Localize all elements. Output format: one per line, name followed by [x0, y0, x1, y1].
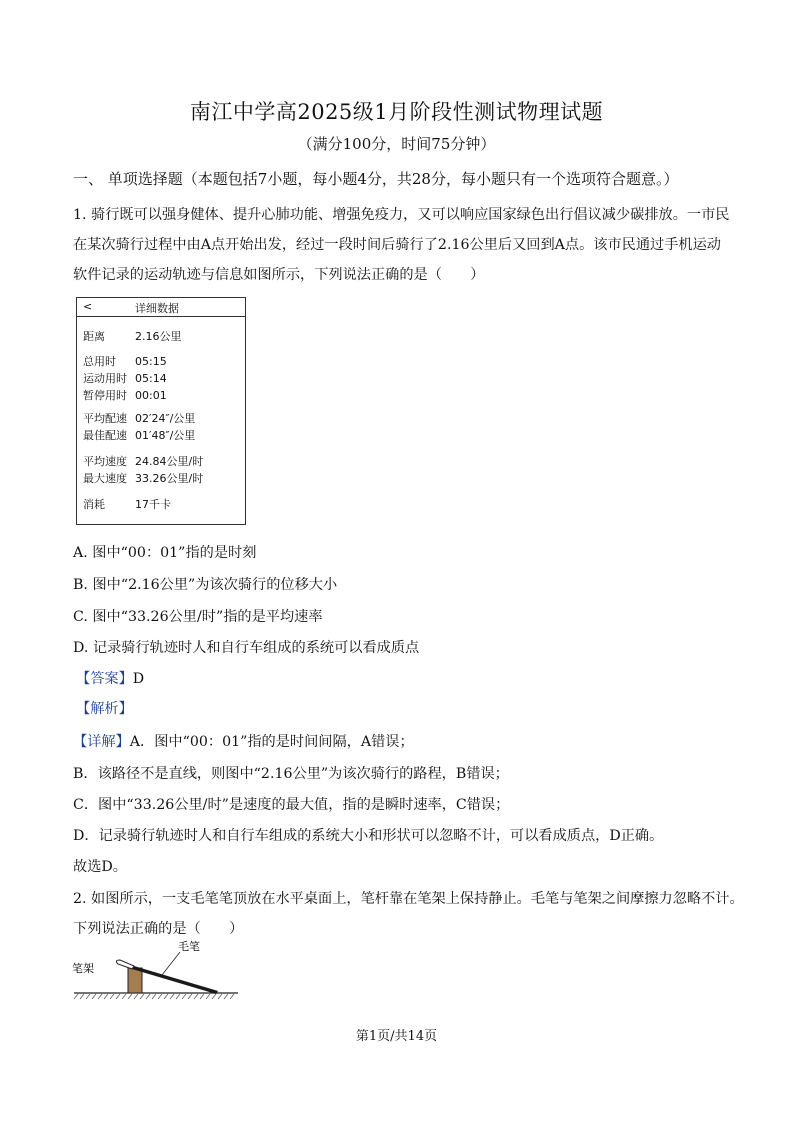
q1-detail-b: B．该路径不是直线，则图中“2.16公里”为该次骑行的路程，B错误； [73, 766, 509, 782]
brush-label-leader [162, 952, 180, 975]
data-row-best-pace: 最佳配速 01′48″/公里 [83, 429, 196, 442]
brush-label: 毛笔 [178, 941, 200, 953]
data-row-max-speed: 最大速度 33.26公里/时 [83, 472, 204, 485]
ride-data-header [77, 298, 245, 317]
pen-stand-block [128, 968, 142, 993]
q1-detail-d: D．记录骑行轨迹时人和自行车组成的系统大小和形状可以忽略不计，可以看成质点，D正确。 [73, 828, 664, 844]
q2-stem-line-2: 下列说法正确的是（ ） [73, 921, 244, 937]
stand-label: 笔架 [72, 963, 94, 975]
q1-option-a: A. 图中“00：01”指的是时刻 [73, 545, 257, 561]
page-title: 南江中学高2025级1月阶段性测试物理试题 [189, 100, 604, 124]
q1-stem-line-1: 1. 骑行既可以强身健体、提升心肺功能、增强免疫力，又可以响应国家绿色出行倡议减少碳排放。一市民 [73, 207, 730, 223]
q1-answer: 【答案】D [76, 671, 145, 687]
data-row-avg-pace: 平均配速 02′24″/公里 [83, 412, 196, 425]
section-heading: 一、 单项选择题（本题包括7小题，每小题4分，共28分，每小题只有一个选项符合题意。） [73, 170, 679, 188]
data-row-pause-time: 暂停用时 00:01 [83, 389, 167, 402]
q1-option-b: B. 图中“2.16公里”为该次骑行的位移大小 [73, 577, 338, 593]
data-row-moving-time: 运动用时 05:14 [83, 372, 167, 385]
brush-tip [116, 960, 134, 969]
q1-option-d: D. 记录骑行轨迹时人和自行车组成的系统可以看成质点 [73, 640, 420, 656]
page-footer: 第1页/共14页 [355, 1029, 438, 1044]
q1-detail-c: C．图中“33.26公里/时”是速度的最大值，指的是瞬时速率，C错误； [73, 797, 510, 813]
q1-stem-line-2: 在某次骑行过程中由A点开始出发，经过一段时间后骑行了2.16公里后又回到A点。该市民通过手机运动 [73, 237, 721, 253]
brush-shaft [132, 966, 218, 994]
ride-data-title: 详细数据 [135, 302, 179, 315]
q1-option-c: C. 图中“33.26公里/时”指的是平均速率 [73, 609, 323, 625]
back-arrow-icon: < [83, 300, 93, 313]
q2-stem-line-1: 2. 如图所示，一支毛笔笔顶放在水平桌面上，笔杆靠在笔架上保持静止。毛笔与笔架之间摩擦力忽略不计。 [73, 891, 744, 907]
q1-analysis-label: 【解析】 [76, 701, 133, 717]
data-row-calories: 消耗 17千卡 [83, 498, 171, 511]
q1-conclusion: 故选D。 [73, 859, 127, 875]
data-row-distance: 距离 2.16公里 [83, 330, 182, 343]
q1-stem-line-3: 软件记录的运动轨迹与信息如图所示，下列说法正确的是（ ） [73, 267, 485, 283]
page-subtitle: （满分100分，时间75分钟） [297, 135, 496, 153]
data-row-total-time: 总用时 05:15 [83, 355, 167, 368]
q1-detail-a: 【详解】A．图中“00：01”指的是时间间隔，A错误； [73, 734, 414, 750]
data-row-avg-speed: 平均速度 24.84公里/时 [83, 455, 204, 468]
ground-hatching [74, 994, 234, 999]
ride-data-panel [76, 297, 246, 525]
brush-stand-figure [72, 938, 242, 1004]
